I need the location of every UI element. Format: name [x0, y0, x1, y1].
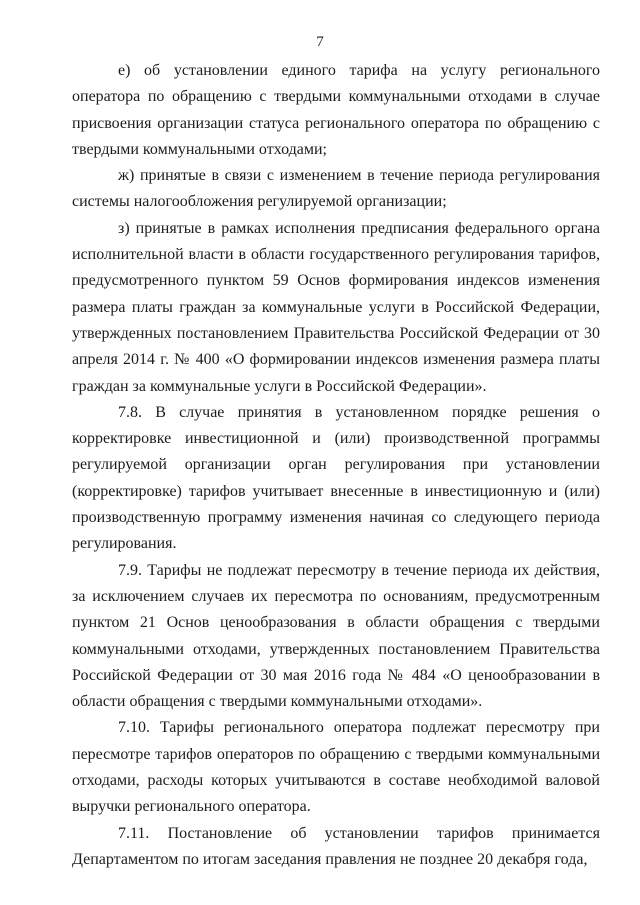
page-number: 7 — [316, 34, 324, 50]
paragraph-item-z: з) принятые в рамках исполнения предписания федерального органа исполнительной власти в области государственного регулирования тарифов, предусмотренного пунктом 59 Основ формирования индексов изменения размера платы граждан за коммунальные услуги в Российской Федерации, утвержденных постановлением Правительства Российской Федерации от 30 апреля 2014 г. № 400 «О формировании индексов изменения размера платы граждан за коммунальные услуги в Российской Федерации». — [72, 219, 600, 395]
document-body — [72, 58, 600, 873]
paragraph-7-8: 7.8. В случае принятия в установленном порядке решения о корректировке инвестиционной и (или) производственной программы регулируемой организации орган регулирования при установлении (корректировке) тарифов учитывает внесенные в инвестиционную и (или) производственную программу изменения начиная со следующего периода регулирования. — [72, 403, 600, 553]
paragraph-7-10: 7.10. Тарифы регионального оператора подлежат пересмотру при пересмотре тарифов операторов по обращению с твердыми коммунальными отходами, расходы которых учитываются в составе необходимой валовой выручки регионального оператора. — [72, 719, 600, 816]
paragraph-item-e: е) об установлении единого тарифа на услугу регионального оператора по обращению с твердыми коммунальными отходами в случае присвоения организации статуса регионального оператора по обращению с твердыми коммунальными отходами; — [72, 62, 600, 158]
paragraph-7-9: 7.9. Тарифы не подлежат пересмотру в течение периода их действия, за исключением случаев их пересмотра по основаниям, предусмотренным пунктом 21 Основ ценообразования в области обращения с твердыми коммунальными отходами, утвержденных постановлением Правительства Российской Федерации от 30 мая 2016 года № 484 «О ценообразовании в области обращения с твердыми коммунальными отходами». — [72, 561, 600, 711]
paragraph-item-zh: ж) принятые в связи с изменением в течение периода регулирования системы налогообложения регулируемой организации; — [72, 167, 600, 211]
paragraph-7-11: 7.11. Постановление об установлении тарифов принимается Департаментом по итогам заседания правления не позднее 20 декабря года, — [72, 824, 600, 868]
